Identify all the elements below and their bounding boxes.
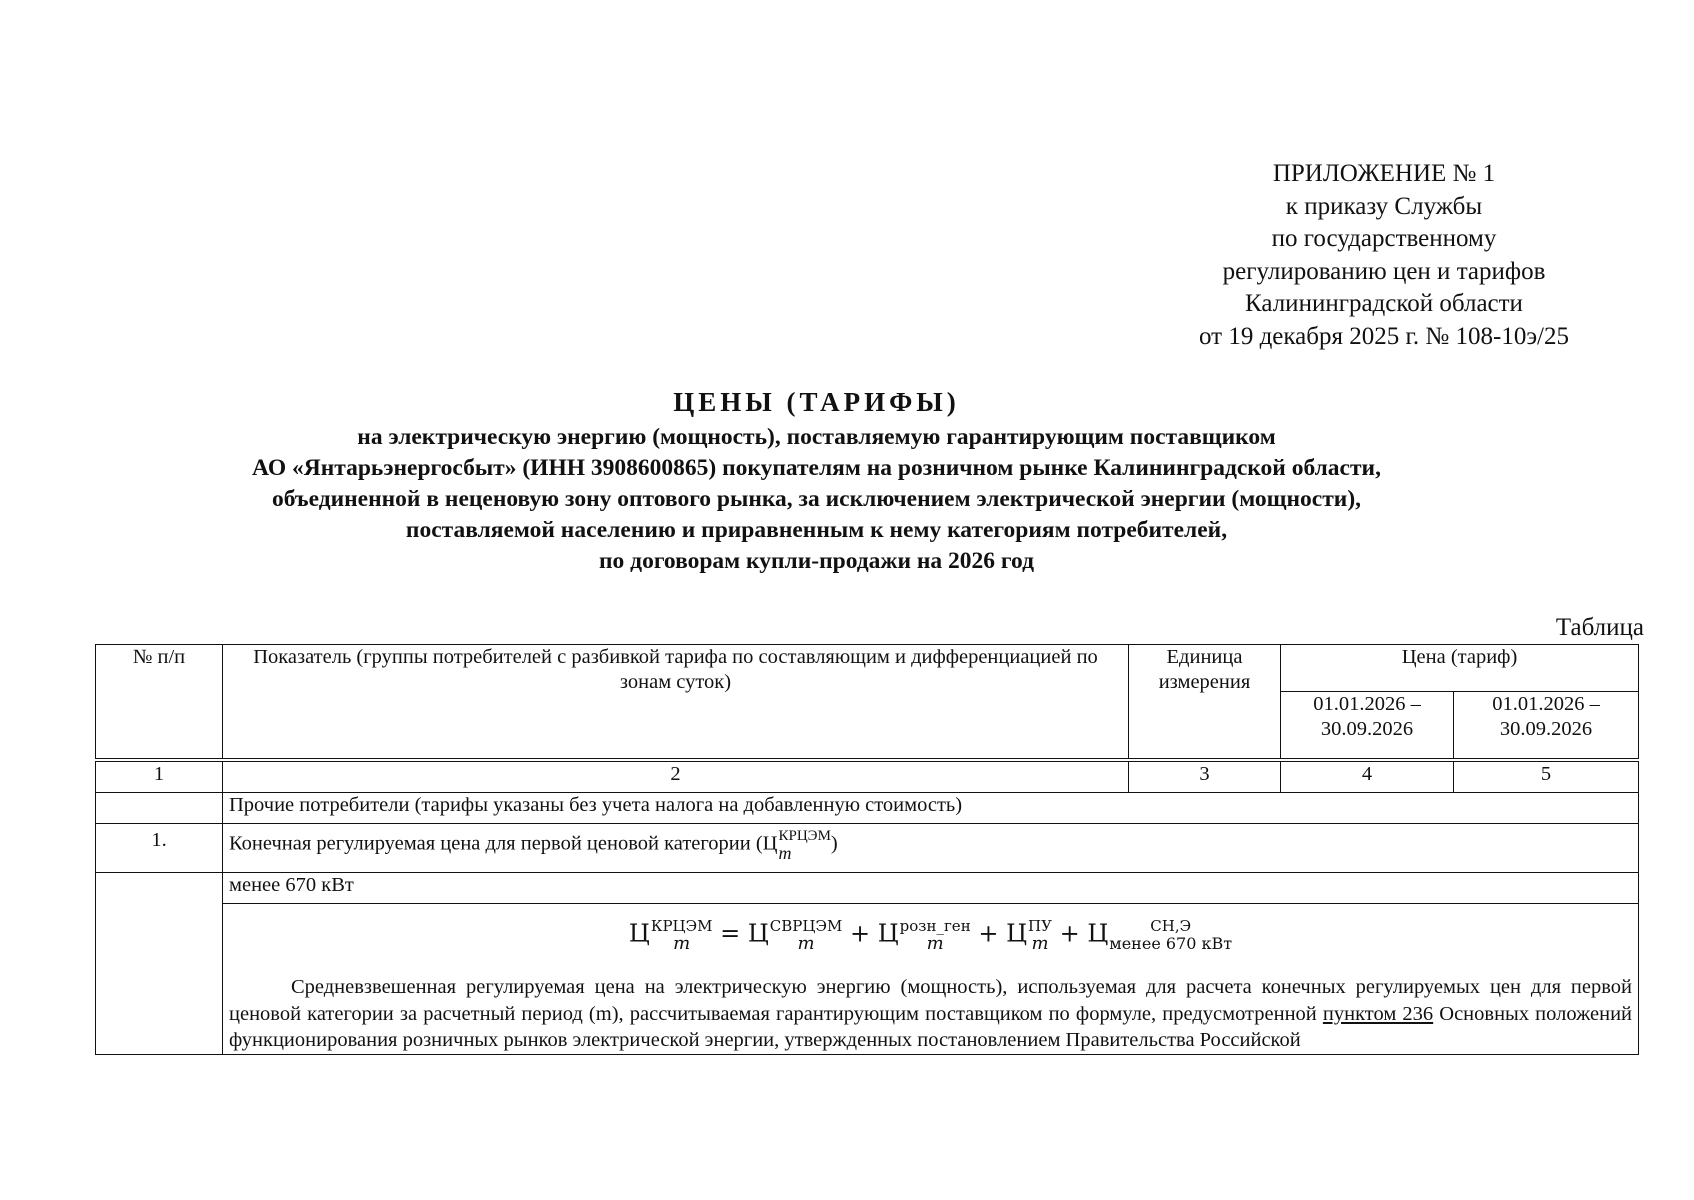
header-row: [96, 645, 1639, 692]
column-number: 4: [1281, 762, 1454, 793]
header-indicator: Показатель (группы потребителей с разбивкой тарифа по составляющим и дифференциацией по зонам суток): [223, 645, 1129, 759]
header-period: 01.01.2026 – 30.09.2026: [1454, 692, 1639, 759]
symbol-subscript: m: [778, 843, 792, 863]
price-formula: Ц КРЦЭМ m = Ц СВРЦЭМ m + Ц розн_ген m + Ц ПУ m + Ц СН,Э менее 670 кВт: [628, 917, 1233, 954]
column-number: 5: [1454, 762, 1639, 793]
table-row: [96, 873, 1639, 904]
appendix-line: ПРИЛОЖЕНИЕ № 1: [1272, 160, 1496, 187]
formula-description: Средневзвешенная регулируемая цена на электрическую энергию (мощность), используемая для расчета конечных регулируемых цен для первой ценовой категории за расчетный период (m), рассчитываемая гарантирующим поставщиком по формуле, предусмотренной пунктом 236 Основных положений функционирования розничных рынков электрической энергии, утвержденных постановлением Правительства Российской: [229, 976, 1633, 1051]
price-category-label: [223, 824, 1639, 873]
table-row: [96, 793, 1639, 824]
header-unit: Единица измерения: [1129, 645, 1281, 759]
header-num: № п/п: [96, 645, 223, 759]
column-number: 2: [223, 762, 1129, 793]
table-row: [96, 904, 1639, 1055]
formula-cell: [223, 904, 1639, 1055]
title-line: объединенной в неценовую зону оптового рынка, за исключением электрической энергии (мощности),: [271, 486, 1362, 512]
column-number: 1: [96, 762, 223, 793]
closing-paren: ): [830, 832, 838, 855]
appendix-line: от 19 декабря 2025 г. № 108-10э/25: [1198, 322, 1570, 350]
appendix-line: регулированию цен и тарифов: [1222, 257, 1546, 285]
title-line: на электрическую энергию (мощность), поставляемую гарантирующим поставщиком: [357, 424, 1276, 450]
header-period: 01.01.2026 – 30.09.2026: [1281, 692, 1454, 759]
row-number: 1.: [96, 824, 223, 873]
header-price: Цена (тариф): [1281, 645, 1639, 692]
symbol-superscript: КРЦЭМ: [778, 828, 831, 844]
section-title: Прочие потребители (тарифы указаны без учета налога на добавленную стоимость): [223, 793, 1639, 824]
row-text: Конечная регулируемая цена для первой ценовой категории (: [229, 832, 763, 855]
table-label: Таблица: [1555, 614, 1644, 641]
appendix-line: к приказу Службы: [1285, 192, 1483, 220]
table-row: [96, 824, 1639, 873]
title-main: ЦЕНЫ (ТАРИФЫ): [673, 387, 960, 417]
appendix-header: [1124, 158, 1644, 353]
document-link[interactable]: пунктом 236: [1322, 1002, 1434, 1025]
title-line: поставляемой населению и приравненным к нему категориям потребителей,: [405, 517, 1228, 543]
column-number-row: [96, 762, 1639, 793]
subgroup-label: менее 670 кВт: [223, 873, 1639, 904]
tariff-table: [95, 644, 1639, 1055]
document-title: [95, 382, 1538, 577]
title-line: АО «Янтарьэнергосбыт» (ИНН 3908600865) покупателям на розничном рынке Калининградской области,: [252, 455, 1381, 481]
title-line: по договорам купли-продажи на 2026 год: [599, 548, 1034, 574]
appendix-line: Калининградской области: [1245, 290, 1523, 317]
price-symbol: Ц: [762, 832, 778, 855]
appendix-line: по государственному: [1271, 225, 1497, 252]
column-number: 3: [1129, 762, 1281, 793]
